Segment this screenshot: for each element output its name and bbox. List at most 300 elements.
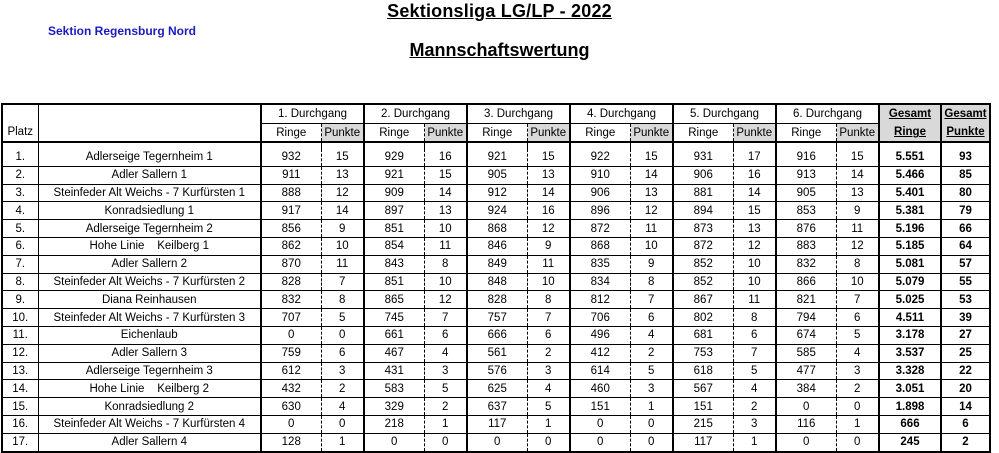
cell-punkte: 8 bbox=[733, 309, 776, 327]
cell-gesamt-ringe: 5.081 bbox=[879, 255, 941, 273]
cell-ringe: 828 bbox=[467, 291, 527, 309]
cell-gesamt-ringe: 245 bbox=[879, 433, 941, 451]
cell-punkte: 12 bbox=[733, 237, 776, 255]
cell-mannschaft: Steinfeder Alt Weichs - 7 Kurfürsten 3 bbox=[38, 309, 261, 327]
header-gesamt-ringe-top: Gesamt bbox=[879, 104, 941, 124]
cell-punkte: 5 bbox=[424, 380, 467, 398]
cell-mannschaft: Steinfeder Alt Weichs - 7 Kurfürsten 1 bbox=[38, 184, 261, 202]
cell-ringe: 912 bbox=[467, 184, 527, 202]
cell-punkte: 6 bbox=[630, 309, 673, 327]
cell-mannschaft: Adler Sallern 1 bbox=[38, 166, 261, 184]
cell-ringe: 625 bbox=[467, 380, 527, 398]
cell-mannschaft: Hohe Linie Keilberg 2 bbox=[38, 380, 261, 398]
cell-platz: 1. bbox=[2, 149, 38, 166]
cell-ringe: 0 bbox=[364, 433, 424, 451]
cell-punkte: 0 bbox=[321, 326, 364, 344]
cell-ringe: 583 bbox=[364, 380, 424, 398]
table-row bbox=[2, 380, 990, 398]
cell-ringe: 585 bbox=[776, 344, 836, 362]
section-name: Sektion Regensburg Nord bbox=[48, 24, 197, 38]
cell-ringe: 707 bbox=[261, 309, 321, 327]
table-row bbox=[2, 309, 990, 327]
cell-ringe: 329 bbox=[364, 398, 424, 416]
cell-mannschaft: Adler Sallern 4 bbox=[38, 433, 261, 451]
cell-punkte: 11 bbox=[527, 255, 570, 273]
cell-punkte: 3 bbox=[733, 415, 776, 433]
header-row-sub bbox=[2, 124, 990, 143]
cell-ringe: 881 bbox=[673, 184, 733, 202]
cell-ringe: 932 bbox=[261, 149, 321, 166]
cell-punkte: 10 bbox=[733, 273, 776, 291]
cell-punkte: 4 bbox=[321, 398, 364, 416]
cell-punkte: 17 bbox=[733, 149, 776, 166]
cell-ringe: 567 bbox=[673, 380, 733, 398]
cell-ringe: 431 bbox=[364, 362, 424, 380]
cell-ringe: 843 bbox=[364, 255, 424, 273]
cell-platz: 12. bbox=[2, 344, 38, 362]
header-durchgang-6: 6. Durchgang bbox=[776, 104, 879, 124]
cell-ringe: 128 bbox=[261, 433, 321, 451]
cell-ringe: 906 bbox=[570, 184, 630, 202]
cell-mannschaft: Konradsiedlung 2 bbox=[38, 398, 261, 416]
cell-ringe: 868 bbox=[570, 237, 630, 255]
cell-gesamt-ringe: 5.025 bbox=[879, 291, 941, 309]
cell-punkte: 12 bbox=[424, 291, 467, 309]
cell-ringe: 835 bbox=[570, 255, 630, 273]
cell-punkte: 2 bbox=[424, 398, 467, 416]
cell-gesamt-punkte: 14 bbox=[941, 398, 990, 416]
cell-punkte: 10 bbox=[630, 237, 673, 255]
cell-punkte: 8 bbox=[424, 255, 467, 273]
cell-ringe: 848 bbox=[467, 273, 527, 291]
cell-ringe: 151 bbox=[673, 398, 733, 416]
cell-punkte: 11 bbox=[836, 220, 879, 238]
header-durchgang-1: 1. Durchgang bbox=[261, 104, 364, 124]
cell-ringe: 868 bbox=[467, 220, 527, 238]
cell-punkte: 15 bbox=[321, 149, 364, 166]
cell-ringe: 794 bbox=[776, 309, 836, 327]
header-ringe-2: Ringe bbox=[364, 124, 424, 143]
cell-ringe: 753 bbox=[673, 344, 733, 362]
results-body bbox=[2, 149, 990, 452]
cell-ringe: 661 bbox=[364, 326, 424, 344]
cell-ringe: 916 bbox=[776, 149, 836, 166]
table-row bbox=[2, 326, 990, 344]
cell-platz: 9. bbox=[2, 291, 38, 309]
cell-punkte: 9 bbox=[321, 220, 364, 238]
cell-punkte: 1 bbox=[424, 415, 467, 433]
header-row-durchgang bbox=[2, 104, 990, 124]
header-punkte-4: Punkte bbox=[630, 124, 673, 143]
cell-ringe: 905 bbox=[776, 184, 836, 202]
cell-punkte: 4 bbox=[733, 380, 776, 398]
cell-punkte: 1 bbox=[733, 433, 776, 451]
cell-punkte: 7 bbox=[321, 273, 364, 291]
cell-ringe: 384 bbox=[776, 380, 836, 398]
cell-platz: 14. bbox=[2, 380, 38, 398]
cell-ringe: 867 bbox=[673, 291, 733, 309]
cell-punkte: 10 bbox=[424, 273, 467, 291]
header-gesamt-ringe: Ringe bbox=[879, 124, 941, 143]
cell-platz: 11. bbox=[2, 326, 38, 344]
header-platz: Platz bbox=[2, 124, 38, 143]
table-row bbox=[2, 344, 990, 362]
cell-gesamt-ringe: 3.178 bbox=[879, 326, 941, 344]
cell-ringe: 852 bbox=[673, 255, 733, 273]
cell-ringe: 897 bbox=[364, 202, 424, 220]
cell-punkte: 3 bbox=[527, 362, 570, 380]
cell-ringe: 151 bbox=[570, 398, 630, 416]
cell-punkte: 5 bbox=[630, 362, 673, 380]
cell-ringe: 921 bbox=[364, 166, 424, 184]
cell-gesamt-ringe: 5.466 bbox=[879, 166, 941, 184]
cell-punkte: 3 bbox=[836, 362, 879, 380]
table-row bbox=[2, 398, 990, 416]
cell-punkte: 15 bbox=[424, 166, 467, 184]
cell-platz: 8. bbox=[2, 273, 38, 291]
cell-punkte: 3 bbox=[424, 362, 467, 380]
cell-platz: 4. bbox=[2, 202, 38, 220]
cell-ringe: 873 bbox=[673, 220, 733, 238]
cell-gesamt-ringe: 5.185 bbox=[879, 237, 941, 255]
cell-punkte: 14 bbox=[527, 184, 570, 202]
header-ringe-3: Ringe bbox=[467, 124, 527, 143]
cell-platz: 17. bbox=[2, 433, 38, 451]
cell-ringe: 852 bbox=[673, 273, 733, 291]
header-spacer bbox=[2, 142, 990, 149]
header-punkte-2: Punkte bbox=[424, 124, 467, 143]
cell-ringe: 828 bbox=[261, 273, 321, 291]
cell-punkte: 12 bbox=[321, 184, 364, 202]
cell-ringe: 917 bbox=[261, 202, 321, 220]
table-row bbox=[2, 220, 990, 238]
cell-ringe: 802 bbox=[673, 309, 733, 327]
cell-ringe: 834 bbox=[570, 273, 630, 291]
cell-punkte: 4 bbox=[527, 380, 570, 398]
cell-ringe: 894 bbox=[673, 202, 733, 220]
header-durchgang-5: 5. Durchgang bbox=[673, 104, 776, 124]
cell-ringe: 759 bbox=[261, 344, 321, 362]
cell-punkte: 13 bbox=[733, 220, 776, 238]
cell-punkte: 11 bbox=[733, 291, 776, 309]
cell-platz: 2. bbox=[2, 166, 38, 184]
cell-punkte: 4 bbox=[630, 326, 673, 344]
cell-ringe: 896 bbox=[570, 202, 630, 220]
cell-punkte: 1 bbox=[321, 433, 364, 451]
cell-gesamt-ringe: 666 bbox=[879, 415, 941, 433]
cell-ringe: 832 bbox=[261, 291, 321, 309]
cell-punkte: 13 bbox=[527, 166, 570, 184]
cell-ringe: 851 bbox=[364, 220, 424, 238]
cell-ringe: 854 bbox=[364, 237, 424, 255]
cell-ringe: 576 bbox=[467, 362, 527, 380]
header-punkte-5: Punkte bbox=[733, 124, 776, 143]
cell-ringe: 116 bbox=[776, 415, 836, 433]
cell-gesamt-punkte: 55 bbox=[941, 273, 990, 291]
cell-gesamt-punkte: 85 bbox=[941, 166, 990, 184]
cell-punkte: 14 bbox=[630, 166, 673, 184]
cell-ringe: 0 bbox=[467, 433, 527, 451]
cell-ringe: 853 bbox=[776, 202, 836, 220]
cell-punkte: 6 bbox=[424, 326, 467, 344]
table-row bbox=[2, 415, 990, 433]
cell-ringe: 706 bbox=[570, 309, 630, 327]
cell-ringe: 924 bbox=[467, 202, 527, 220]
cell-mannschaft: Diana Reinhausen bbox=[38, 291, 261, 309]
cell-punkte: 6 bbox=[527, 326, 570, 344]
cell-punkte: 12 bbox=[630, 202, 673, 220]
cell-punkte: 0 bbox=[630, 415, 673, 433]
cell-punkte: 15 bbox=[630, 149, 673, 166]
results-table bbox=[1, 103, 991, 453]
cell-mannschaft: Eichenlaub bbox=[38, 326, 261, 344]
cell-mannschaft: Adlerseige Tegernheim 2 bbox=[38, 220, 261, 238]
cell-punkte: 8 bbox=[321, 291, 364, 309]
cell-ringe: 412 bbox=[570, 344, 630, 362]
cell-ringe: 862 bbox=[261, 237, 321, 255]
cell-ringe: 757 bbox=[467, 309, 527, 327]
cell-ringe: 561 bbox=[467, 344, 527, 362]
table-row bbox=[2, 255, 990, 273]
cell-ringe: 467 bbox=[364, 344, 424, 362]
cell-punkte: 14 bbox=[424, 184, 467, 202]
cell-punkte: 7 bbox=[527, 309, 570, 327]
cell-punkte: 13 bbox=[321, 166, 364, 184]
cell-ringe: 812 bbox=[570, 291, 630, 309]
cell-punkte: 2 bbox=[630, 344, 673, 362]
cell-platz: 10. bbox=[2, 309, 38, 327]
cell-ringe: 866 bbox=[776, 273, 836, 291]
cell-ringe: 913 bbox=[776, 166, 836, 184]
header-ringe-4: Ringe bbox=[570, 124, 630, 143]
cell-punkte: 10 bbox=[424, 220, 467, 238]
cell-punkte: 0 bbox=[836, 398, 879, 416]
cell-ringe: 832 bbox=[776, 255, 836, 273]
cell-punkte: 11 bbox=[424, 237, 467, 255]
cell-ringe: 614 bbox=[570, 362, 630, 380]
cell-punkte: 15 bbox=[733, 202, 776, 220]
table-row bbox=[2, 237, 990, 255]
cell-gesamt-punkte: 53 bbox=[941, 291, 990, 309]
cell-punkte: 15 bbox=[527, 149, 570, 166]
cell-ringe: 888 bbox=[261, 184, 321, 202]
cell-ringe: 851 bbox=[364, 273, 424, 291]
cell-platz: 15. bbox=[2, 398, 38, 416]
cell-gesamt-punkte: 64 bbox=[941, 237, 990, 255]
cell-punkte: 16 bbox=[527, 202, 570, 220]
cell-punkte: 1 bbox=[836, 415, 879, 433]
cell-punkte: 9 bbox=[527, 237, 570, 255]
cell-mannschaft: Adler Sallern 2 bbox=[38, 255, 261, 273]
cell-ringe: 872 bbox=[673, 237, 733, 255]
table-row bbox=[2, 184, 990, 202]
header-durchgang-4: 4. Durchgang bbox=[570, 104, 673, 124]
page-subtitle: Mannschaftswertung bbox=[409, 40, 590, 60]
cell-mannschaft: Hohe Linie Keilberg 1 bbox=[38, 237, 261, 255]
cell-ringe: 909 bbox=[364, 184, 424, 202]
cell-mannschaft: Adlerseige Tegernheim 1 bbox=[38, 149, 261, 166]
cell-ringe: 0 bbox=[776, 398, 836, 416]
cell-punkte: 10 bbox=[836, 273, 879, 291]
cell-punkte: 14 bbox=[836, 166, 879, 184]
cell-gesamt-punkte: 57 bbox=[941, 255, 990, 273]
cell-gesamt-punkte: 79 bbox=[941, 202, 990, 220]
cell-platz: 5. bbox=[2, 220, 38, 238]
cell-gesamt-ringe: 5.381 bbox=[879, 202, 941, 220]
cell-platz: 3. bbox=[2, 184, 38, 202]
cell-ringe: 846 bbox=[467, 237, 527, 255]
header-gesamt-punkte: Punkte bbox=[941, 124, 990, 143]
cell-ringe: 876 bbox=[776, 220, 836, 238]
cell-ringe: 432 bbox=[261, 380, 321, 398]
cell-punkte: 4 bbox=[836, 344, 879, 362]
cell-punkte: 7 bbox=[630, 291, 673, 309]
header-ringe-1: Ringe bbox=[261, 124, 321, 143]
cell-mannschaft: Steinfeder Alt Weichs - 7 Kurfürsten 4 bbox=[38, 415, 261, 433]
cell-punkte: 4 bbox=[424, 344, 467, 362]
cell-punkte: 10 bbox=[527, 273, 570, 291]
cell-ringe: 637 bbox=[467, 398, 527, 416]
cell-ringe: 674 bbox=[776, 326, 836, 344]
cell-ringe: 618 bbox=[673, 362, 733, 380]
header-punkte-3: Punkte bbox=[527, 124, 570, 143]
cell-gesamt-punkte: 6 bbox=[941, 415, 990, 433]
cell-punkte: 11 bbox=[630, 220, 673, 238]
cell-ringe: 0 bbox=[776, 433, 836, 451]
cell-punkte: 1 bbox=[527, 415, 570, 433]
table-row bbox=[2, 291, 990, 309]
cell-punkte: 6 bbox=[836, 309, 879, 327]
cell-punkte: 10 bbox=[733, 255, 776, 273]
cell-punkte: 0 bbox=[321, 415, 364, 433]
cell-punkte: 11 bbox=[321, 255, 364, 273]
cell-gesamt-punkte: 39 bbox=[941, 309, 990, 327]
cell-gesamt-ringe: 5.401 bbox=[879, 184, 941, 202]
cell-punkte: 5 bbox=[733, 362, 776, 380]
cell-gesamt-punkte: 80 bbox=[941, 184, 990, 202]
cell-gesamt-ringe: 1.898 bbox=[879, 398, 941, 416]
cell-ringe: 910 bbox=[570, 166, 630, 184]
cell-ringe: 931 bbox=[673, 149, 733, 166]
header-ringe-5: Ringe bbox=[673, 124, 733, 143]
cell-punkte: 13 bbox=[630, 184, 673, 202]
cell-gesamt-punkte: 2 bbox=[941, 433, 990, 451]
cell-punkte: 6 bbox=[733, 326, 776, 344]
cell-ringe: 849 bbox=[467, 255, 527, 273]
cell-gesamt-punkte: 25 bbox=[941, 344, 990, 362]
header-punkte-1: Punkte bbox=[321, 124, 364, 143]
cell-ringe: 460 bbox=[570, 380, 630, 398]
cell-ringe: 0 bbox=[261, 415, 321, 433]
cell-ringe: 906 bbox=[673, 166, 733, 184]
cell-ringe: 872 bbox=[570, 220, 630, 238]
cell-ringe: 630 bbox=[261, 398, 321, 416]
cell-gesamt-ringe: 5.196 bbox=[879, 220, 941, 238]
cell-gesamt-punkte: 20 bbox=[941, 380, 990, 398]
cell-punkte: 7 bbox=[424, 309, 467, 327]
cell-punkte: 8 bbox=[630, 273, 673, 291]
cell-punkte: 1 bbox=[630, 398, 673, 416]
cell-punkte: 0 bbox=[630, 433, 673, 451]
cell-punkte: 2 bbox=[321, 380, 364, 398]
cell-punkte: 5 bbox=[321, 309, 364, 327]
cell-ringe: 745 bbox=[364, 309, 424, 327]
cell-gesamt-ringe: 3.537 bbox=[879, 344, 941, 362]
header-durchgang-3: 3. Durchgang bbox=[467, 104, 570, 124]
cell-punkte: 9 bbox=[836, 202, 879, 220]
cell-punkte: 10 bbox=[321, 237, 364, 255]
cell-ringe: 921 bbox=[467, 149, 527, 166]
cell-mannschaft: Adlerseige Tegernheim 3 bbox=[38, 362, 261, 380]
cell-ringe: 865 bbox=[364, 291, 424, 309]
cell-gesamt-ringe: 4.511 bbox=[879, 309, 941, 327]
cell-ringe: 911 bbox=[261, 166, 321, 184]
table-row bbox=[2, 202, 990, 220]
cell-mannschaft: Steinfeder Alt Weichs - 7 Kurfürsten 2 bbox=[38, 273, 261, 291]
cell-punkte: 7 bbox=[836, 291, 879, 309]
table-row bbox=[2, 273, 990, 291]
table-row bbox=[2, 149, 990, 166]
cell-punkte: 15 bbox=[836, 149, 879, 166]
cell-gesamt-ringe: 5.079 bbox=[879, 273, 941, 291]
cell-gesamt-punkte: 27 bbox=[941, 326, 990, 344]
cell-punkte: 7 bbox=[733, 344, 776, 362]
cell-ringe: 883 bbox=[776, 237, 836, 255]
cell-punkte: 5 bbox=[527, 398, 570, 416]
page-title: Sektionsliga LG/LP - 2022 bbox=[387, 1, 612, 21]
cell-punkte: 14 bbox=[733, 184, 776, 202]
cell-punkte: 2 bbox=[836, 380, 879, 398]
cell-punkte: 9 bbox=[630, 255, 673, 273]
cell-punkte: 13 bbox=[836, 184, 879, 202]
cell-ringe: 922 bbox=[570, 149, 630, 166]
cell-mannschaft: Konradsiedlung 1 bbox=[38, 202, 261, 220]
cell-ringe: 612 bbox=[261, 362, 321, 380]
cell-gesamt-ringe: 3.051 bbox=[879, 380, 941, 398]
cell-ringe: 0 bbox=[570, 433, 630, 451]
cell-ringe: 117 bbox=[467, 415, 527, 433]
cell-punkte: 3 bbox=[321, 362, 364, 380]
cell-punkte: 13 bbox=[424, 202, 467, 220]
cell-platz: 13. bbox=[2, 362, 38, 380]
cell-ringe: 856 bbox=[261, 220, 321, 238]
cell-punkte: 5 bbox=[836, 326, 879, 344]
header-ringe-6: Ringe bbox=[776, 124, 836, 143]
cell-ringe: 0 bbox=[261, 326, 321, 344]
cell-punkte: 16 bbox=[424, 149, 467, 166]
cell-punkte: 12 bbox=[836, 237, 879, 255]
cell-punkte: 14 bbox=[321, 202, 364, 220]
cell-punkte: 8 bbox=[836, 255, 879, 273]
cell-ringe: 905 bbox=[467, 166, 527, 184]
cell-punkte: 16 bbox=[733, 166, 776, 184]
cell-ringe: 821 bbox=[776, 291, 836, 309]
cell-ringe: 477 bbox=[776, 362, 836, 380]
cell-platz: 6. bbox=[2, 237, 38, 255]
cell-platz: 7. bbox=[2, 255, 38, 273]
header-mannschaft bbox=[38, 124, 261, 143]
cell-punkte: 8 bbox=[527, 291, 570, 309]
table-row bbox=[2, 362, 990, 380]
cell-ringe: 215 bbox=[673, 415, 733, 433]
cell-ringe: 0 bbox=[570, 415, 630, 433]
cell-gesamt-punkte: 93 bbox=[941, 149, 990, 166]
cell-gesamt-ringe: 3.328 bbox=[879, 362, 941, 380]
header-durchgang-2: 2. Durchgang bbox=[364, 104, 467, 124]
cell-punkte: 0 bbox=[836, 433, 879, 451]
cell-ringe: 496 bbox=[570, 326, 630, 344]
table-row bbox=[2, 166, 990, 184]
